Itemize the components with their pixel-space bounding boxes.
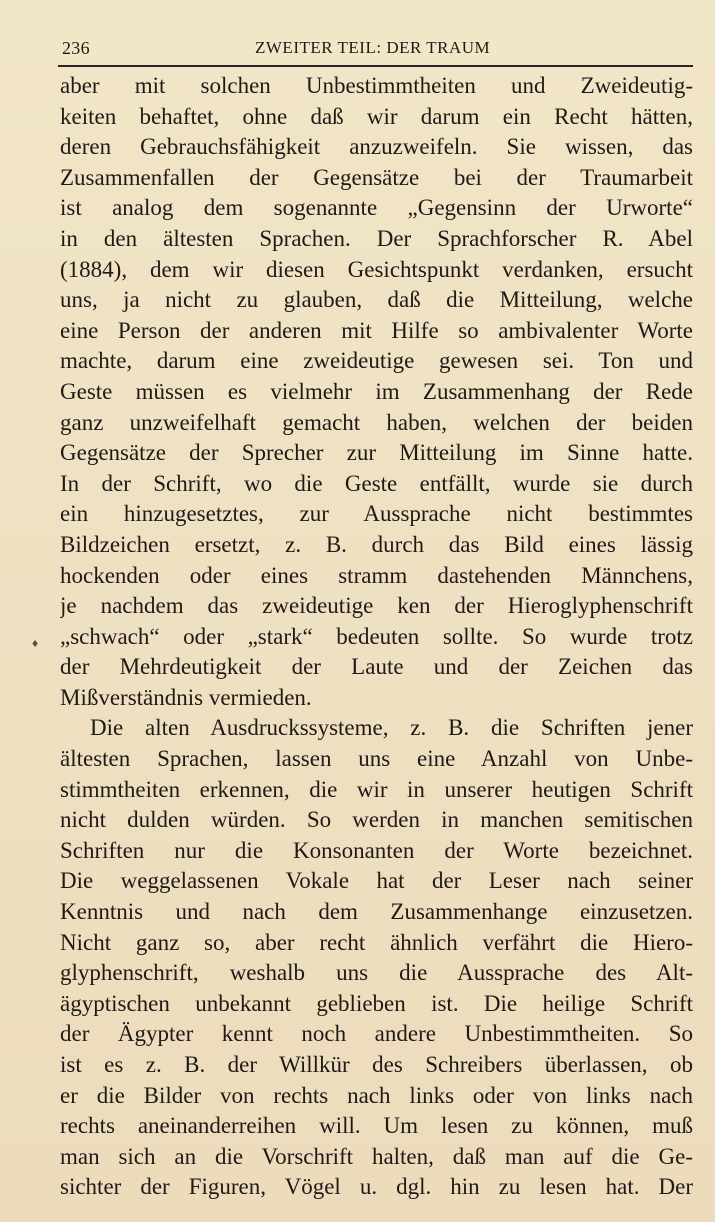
text-line: uns, ja nicht zu glauben, daß die Mitteilung, welche	[60, 287, 693, 313]
text-line: Kenntnis und nach dem Zusammenhange einzusetzen.	[60, 899, 693, 925]
text-line: deren Gebrauchsfähigkeit anzuzweifeln. Sie wissen, das	[60, 134, 693, 160]
text-line: machte, darum eine zweideutige gewesen sei. Ton und	[60, 348, 693, 374]
text-line: eine Person der anderen mit Hilfe so ambivalenter Worte	[60, 317, 693, 343]
text-line: hockenden oder eines stramm dastehenden Männchens,	[60, 562, 693, 588]
text-line: je nachdem das zweideutige ken der Hieroglyphenschrift	[60, 593, 693, 619]
header-rule	[58, 65, 693, 67]
margin-dot-mark: ♦	[31, 636, 39, 650]
text-line: er die Bilder von rechts nach links oder von links nach	[60, 1082, 693, 1108]
page-header	[62, 38, 693, 60]
text-line: sichter der Figuren, Vögel u. dgl. hin zu lesen hat. Der	[60, 1174, 693, 1200]
text-line: ältesten Sprachen, lassen uns eine Anzahl von Unbe-	[60, 746, 693, 772]
text-line: (1884), dem wir diesen Gesichtspunkt verdanken, ersucht	[60, 256, 693, 282]
text-line: Nicht ganz so, aber recht ähnlich verfährt die Hiero-	[60, 929, 693, 955]
text-line: In der Schrift, wo die Geste entfällt, wurde sie durch	[60, 470, 693, 496]
text-line: in den ältesten Sprachen. Der Sprachforscher R. Abel	[60, 225, 693, 251]
text-line: ist analog dem sogenannte „Gegensinn der Urworte“	[60, 195, 693, 221]
text-line: Die weggelassenen Vokale hat der Leser nach seiner	[60, 868, 693, 894]
text-line: aber mit solchen Unbestimmtheiten und Zweideutig-	[60, 73, 693, 98]
text-line: Gegensätze der Sprecher zur Mitteilung im Sinne hatte.	[60, 440, 693, 466]
text-line: Die alten Ausdruckssysteme, z. B. die Schriften jener	[90, 715, 693, 741]
text-line: ist es z. B. der Willkür des Schreibers überlassen, ob	[60, 1052, 693, 1077]
text-line: keiten behaftet, ohne daß wir darum ein Recht hätten,	[60, 103, 693, 129]
text-line: rechts aneinanderreihen will. Um lesen zu können, muß	[60, 1113, 693, 1139]
page-number: 236	[62, 38, 90, 58]
text-line: glyphenschrift, weshalb uns die Aussprache des Alt-	[60, 960, 693, 986]
text-line: Zusammenfallen der Gegensätze bei der Traumarbeit	[60, 164, 693, 190]
body-text	[60, 71, 693, 1203]
text-line: Schriften nur die Konsonanten der Worte bezeichnet.	[60, 837, 693, 863]
text-line: Mißverständnis vermieden.	[60, 684, 312, 710]
running-head: ZWEITER TEIL: DER TRAUM	[255, 38, 491, 57]
text-line: Bildzeichen ersetzt, z. B. durch das Bild eines lässig	[60, 531, 693, 557]
text-line: stimmtheiten erkennen, die wir in unserer heutigen Schrift	[60, 776, 693, 802]
text-line: „schwach“ oder „stark“ bedeuten sollte. So wurde trotz	[60, 623, 693, 649]
text-line: nicht dulden würden. So werden in manchen semitischen	[60, 807, 693, 833]
text-line: ganz unzweifelhaft gemacht haben, welchen der beiden	[60, 409, 693, 435]
text-line: Geste müssen es vielmehr im Zusammenhang der Rede	[60, 378, 693, 404]
text-line: der Ägypter kennt noch andere Unbestimmtheiten. So	[60, 1021, 693, 1047]
text-line: ägyptischen unbekannt geblieben ist. Die heilige Schrift	[60, 990, 693, 1016]
text-line: ein hinzugesetztes, zur Aussprache nicht bestimmtes	[60, 501, 693, 527]
text-line: der Mehrdeutigkeit der Laute und der Zeichen das	[60, 654, 693, 680]
text-line: man sich an die Vorschrift halten, daß man auf die Ge-	[60, 1143, 693, 1169]
